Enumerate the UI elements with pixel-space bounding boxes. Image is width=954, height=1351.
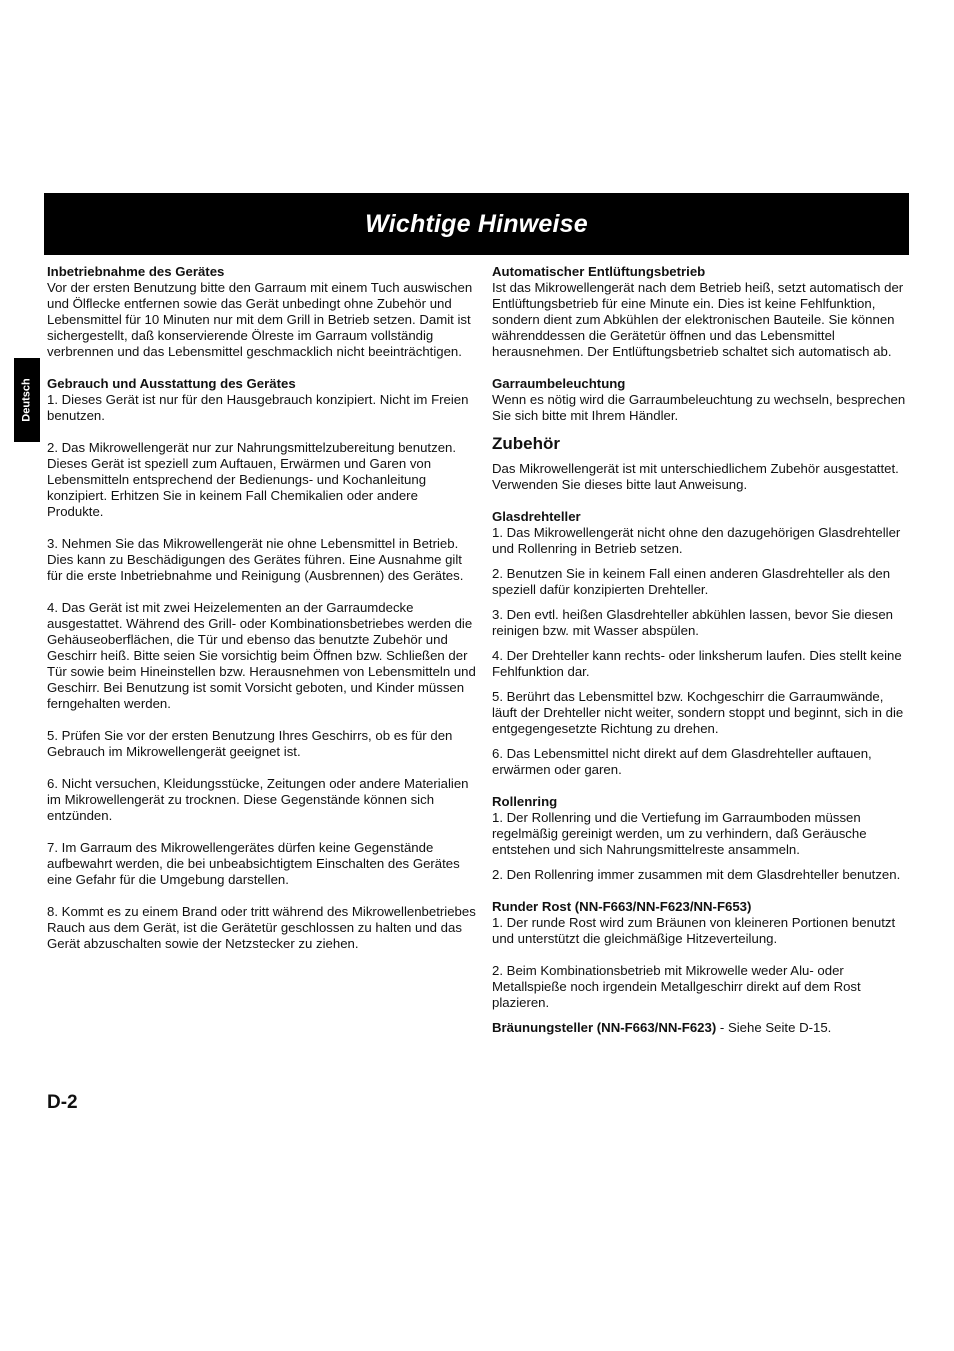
list-item: 5. Prüfen Sie vor der ersten Benutzung Ihres Geschirrs, ob es für den Gebrauch im Mikrowellengerät geeignet ist. [47, 728, 453, 759]
list-item: 2. Den Rollenring immer zusammen mit dem Glasdrehteller benutzen. [492, 867, 901, 882]
language-tab [14, 358, 40, 442]
braeunungsteller-ref: - Siehe Seite D-15. [716, 1020, 832, 1035]
section-heading-beleuchtung: Garraumbeleuchtung [492, 376, 626, 391]
section-text-beleuchtung: Wenn es nötig wird die Garraumbeleuchtung zu wechseln, besprechen Sie sich bitte mit Ihrem Händler. [492, 392, 906, 423]
section-title-zubehoer: Zubehör [492, 434, 560, 453]
section-text-entlueftung: Ist das Mikrowellengerät nach dem Betrieb heiß, setzt automatisch der Entlüftungsbetrieb für eine Minute ein. Dies ist keine Fehlfunktion, sondern dient zum Abkühlen der elektronischen Bauteile. Sie können währenddessen die Gerätetür öffnen und das Lebensmittel herausnehmen. Der Entlüftungsbetrieb schaltet sich automatisch ab. [492, 280, 904, 359]
section-heading-gebrauch: Gebrauch und Ausstattung des Gerätes [47, 376, 296, 391]
section-heading-entlueftung: Automatischer Entlüftungsbetrieb [492, 264, 706, 279]
section-heading-runder-rost: Runder Rost (NN-F663/NN-F623/NN-F653) [492, 899, 752, 914]
list-item: 1. Der Rollenring und die Vertiefung im Garraumboden müssen regelmäßig gereinigt werden, um zu verhindern, daß Geräusche entstehen und sich Nahrungsmittelreste ansammeln. [492, 810, 867, 857]
section-heading-rollenring: Rollenring [492, 794, 558, 809]
list-item: 5. Berührt das Lebensmittel bzw. Kochgeschirr die Garraumwände, läuft der Drehteller nicht weiter, sondern stoppt und beginnt, sich in die entgegengesetzte Richtung zu drehen. [492, 689, 904, 736]
list-item: 1. Dieses Gerät ist nur für den Hausgebrauch konzipiert. Nicht im Freien benutzen. [47, 392, 469, 423]
right-column [492, 264, 910, 1036]
list-item: 7. Im Garraum des Mikrowellengerätes dürfen keine Gegenstände aufbewahrt werden, die bei unbeabsichtigtem Einschalten des Gerätes eine Gefahr für die Umgebung darstellen. [47, 840, 460, 887]
section-text-braeunungsteller [492, 1020, 910, 1036]
list-item: 6. Nicht versuchen, Kleidungsstücke, Zeitungen oder andere Materialien im Mikrowellengerät zu trocknen. Diese Gegenstände können sich entzünden. [47, 776, 469, 823]
section-heading-inbetriebnahme: Inbetriebnahme des Gerätes [47, 264, 225, 279]
language-tab-label: Deutsch [21, 378, 33, 422]
list-item: 4. Das Gerät ist mit zwei Heizelementen an der Garraumdecke ausgestattet. Während des Grill- oder Kombinationsbetriebes werden die Gehäuseoberflächen, die Tür und ebenso das benutzte Zubehör und Geschirr heiß. Bitte seien Sie vorsichtig beim Öffnen bzw. Schließen der Tür sowie beim Hineinstellen bzw. Herausnehmen von Lebensmitteln und Geschirr. Bei Benutzung ist somit Vorsicht geboten, und Kinder müssen ferngehalten werden. [47, 600, 476, 711]
list-item: 6. Das Lebensmittel nicht direkt auf dem Glasdrehteller auftauen, erwärmen oder garen. [492, 746, 872, 777]
title-banner [44, 193, 909, 255]
list-item: 8. Kommt es zu einem Brand oder tritt während des Mikrowellenbetriebes Rauch aus dem Gerät, ist die Gerätetür geschlossen zu halten und das Gerät abzuschalten sowie der Netzstecker zu ziehen. [47, 904, 476, 951]
section-text-inbetriebnahme: Vor der ersten Benutzung bitte den Garraum mit einem Tuch auswischen und Ölflecke entfernen sowie das Gerät unbedingt ohne Zubehör und Lebensmittel für 10 Minuten nur mit dem Grill in Betrieb setzen. Damit ist sichergestellt, daß konservierende Ölreste im Garraum vollständig verbrennen und das Lebensmittel geschmacklich nicht beeinträchtigen. [47, 280, 473, 359]
page-number: D-2 [47, 1092, 78, 1113]
section-heading-glasdrehteller: Glasdrehteller [492, 509, 581, 524]
list-item: 2. Beim Kombinationsbetrieb mit Mikrowelle weder Alu- oder Metallspieße noch irgendein Metallgeschirr direkt auf dem Rost plazieren. [492, 963, 861, 1010]
page-title: Wichtige Hinweise [365, 209, 588, 238]
list-item: 3. Nehmen Sie das Mikrowellengerät nie ohne Lebensmittel in Betrieb. Dies kann zu Beschädigungen des Gerätes führen. Eine Ausnahme gilt für die erste Inbetriebnahme und Reinigung (Ausbrennen) des Gerätes. [47, 536, 464, 583]
list-item: 1. Das Mikrowellengerät nicht ohne den dazugehörigen Glasdrehteller und Rollenring in Betrieb setzen. [492, 525, 901, 556]
list-item: 4. Der Drehteller kann rechts- oder linksherum laufen. Dies stellt keine Fehlfunktion dar. [492, 648, 902, 679]
list-item: 3. Den evtl. heißen Glasdrehteller abkühlen lassen, bevor Sie diesen reinigen bzw. mit Wasser abspülen. [492, 607, 893, 638]
left-column [47, 264, 477, 952]
list-item: 2. Das Mikrowellengerät nur zur Nahrungsmittelzubereitung benutzen. Dieses Gerät ist speziell zum Auftauen, Erwärmen und Garen von Lebensmitteln entsprechend der Bedienungs- und Kochanleitung konzipiert. Erhitzen Sie in keinem Fall Chemikalien oder andere Produkte. [47, 440, 457, 519]
list-item: 2. Benutzen Sie in keinem Fall einen anderen Glasdrehteller als den speziell dafür konzipierten Drehteller. [492, 566, 891, 597]
braeunungsteller-label: Bräunungsteller (NN-F663/NN-F623) [492, 1020, 717, 1035]
list-item: 1. Der runde Rost wird zum Bräunen von kleineren Portionen benutzt und unterstützt die gleichmäßige Hitzeverteilung. [492, 915, 896, 946]
section-text-zubehoer: Das Mikrowellengerät ist mit unterschiedlichem Zubehör ausgestattet. Verwenden Sie dieses bitte laut Anweisung. [492, 461, 899, 492]
